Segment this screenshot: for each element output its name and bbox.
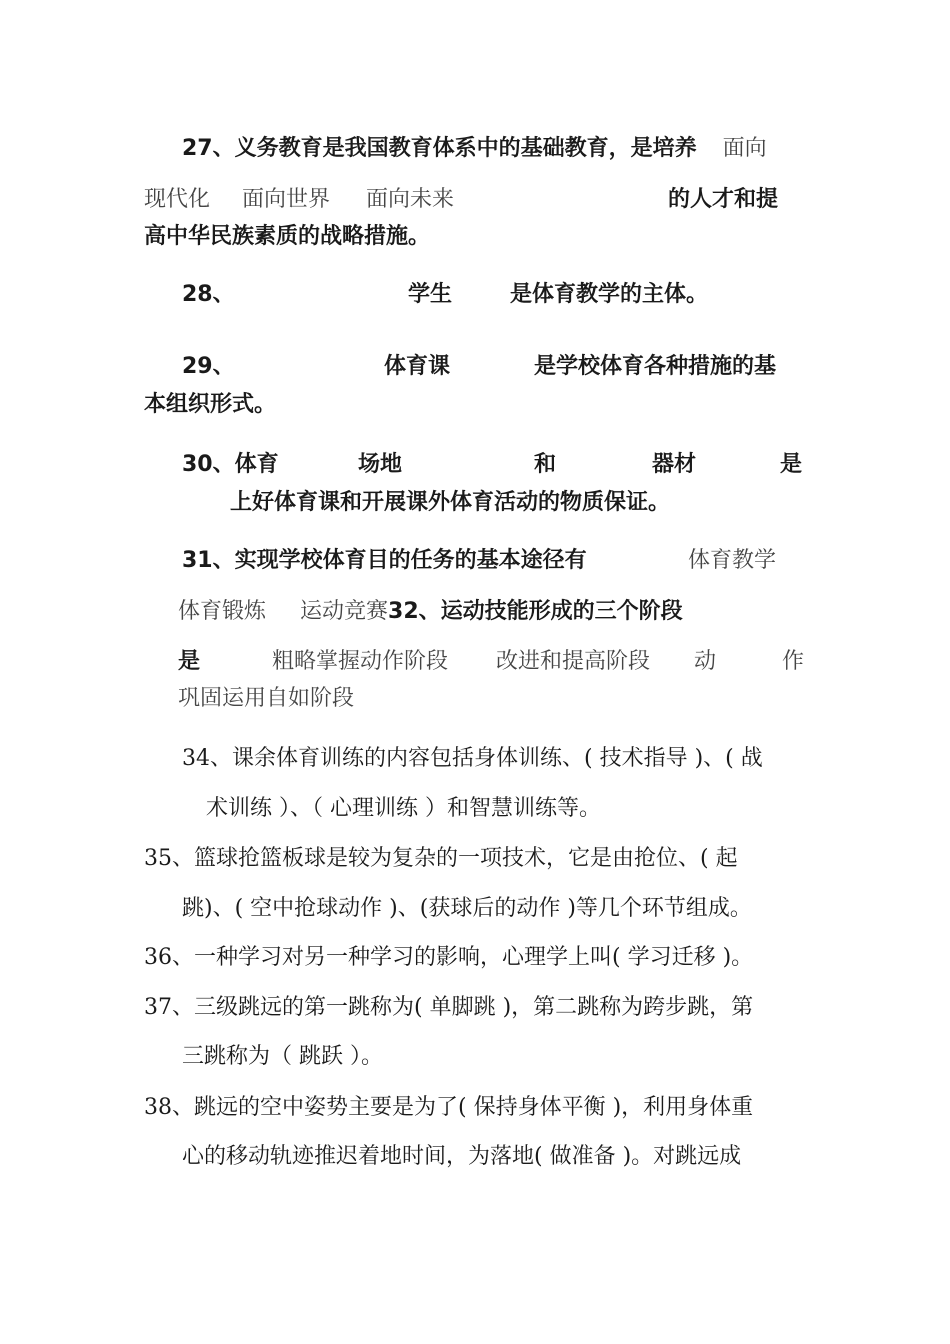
q27-line2: [144, 185, 454, 215]
q29-text1: 是学校体育各种措施的基: [534, 354, 777, 379]
q30-text2: 上好体育课和开展课外体育活动的物质保证。: [230, 490, 671, 515]
q30-and: 和: [534, 452, 557, 477]
q38-line2: 心的移动轨迹推迟着地时间，为落地( 做准备 )。对跳远成: [182, 1144, 742, 1169]
q27-text3: 高中华民族素质的战略措施。: [144, 224, 431, 249]
q32-answer3b: 作: [782, 649, 805, 674]
q32-answer2: 改进和提高阶段: [496, 649, 651, 674]
q35-line2: 跳)、( 空中抢球动作 )、(获球后的动作 )等几个环节组成。: [182, 896, 752, 921]
q27-answer3: 面向世界: [242, 187, 331, 212]
q38-line1: 38、跳远的空中姿势主要是为了( 保持身体平衡 )，利用身体重: [144, 1095, 754, 1120]
q29-number: 29: [182, 354, 213, 379]
q28-line1: [182, 280, 235, 310]
q29-line1: [182, 352, 235, 382]
q29-sep: 、: [212, 354, 235, 379]
q31-answer1: 体育教学: [688, 548, 777, 573]
q34-line1: 34、课余体育训练的内容包括身体训练、( 技术指导 )、( 战: [182, 746, 763, 771]
q31-answer3: 运动竞赛: [300, 599, 389, 624]
q30-number: 30: [182, 452, 213, 477]
q32-answer1: 粗略掌握动作阶段: [272, 649, 449, 674]
q37-line1: 37、三级跳远的第一跳称为( 单脚跳 )，第二跳称为跨步跳，第: [144, 995, 754, 1020]
q27-text1: 、义务教育是我国教育体系中的基础教育，是培养: [212, 136, 697, 161]
q30-line1: [182, 450, 279, 480]
q28-sep: 、: [212, 282, 235, 307]
q32-number: 32: [388, 599, 419, 624]
q27-text2: 的人才和提: [668, 187, 779, 212]
q37-line2: 三跳称为（ 跳跃 ）。: [182, 1044, 383, 1069]
q30-text1: 、体育: [212, 452, 279, 477]
q35-line1: 35、篮球抢篮板球是较为复杂的一项技术，它是由抢位、( 起: [144, 846, 738, 871]
q29-answer: 体育课: [384, 354, 451, 379]
q30-answer1: 场地: [358, 452, 403, 477]
q32-answer3c: 巩固运用自如阶段: [178, 686, 355, 711]
q32-is: 是: [178, 649, 201, 674]
q28-number: 28: [182, 282, 213, 307]
q31-number: 31: [182, 548, 213, 573]
q27-answer1: 面向: [722, 136, 767, 161]
q30-is: 是: [780, 452, 803, 477]
q31-answer2: 体育锻炼: [178, 599, 267, 624]
q31-line2: [178, 597, 683, 627]
q36-line1: 36、一种学习对另一种学习的影响，心理学上叫( 学习迁移 )。: [144, 945, 754, 970]
q27-answer2: 现代化: [144, 187, 211, 212]
q32-text: 、运动技能形成的三个阶段: [418, 599, 683, 624]
q30-answer2: 器材: [652, 452, 697, 477]
q27-line1: [182, 134, 767, 164]
q28-text: 是体育教学的主体。: [510, 282, 709, 307]
q27-number: 27: [182, 136, 213, 161]
q34-line2: 术训练 ）、（ 心理训练 ）和智慧训练等。: [206, 796, 601, 821]
q29-text2: 本组织形式。: [144, 392, 277, 417]
q31-text: 、实现学校体育目的任务的基本途径有: [212, 548, 587, 573]
q28-answer: 学生: [408, 282, 453, 307]
q31-line1: [182, 546, 587, 576]
q27-answer4: 面向未来: [366, 187, 455, 212]
q32-answer3a: 动: [694, 649, 717, 674]
